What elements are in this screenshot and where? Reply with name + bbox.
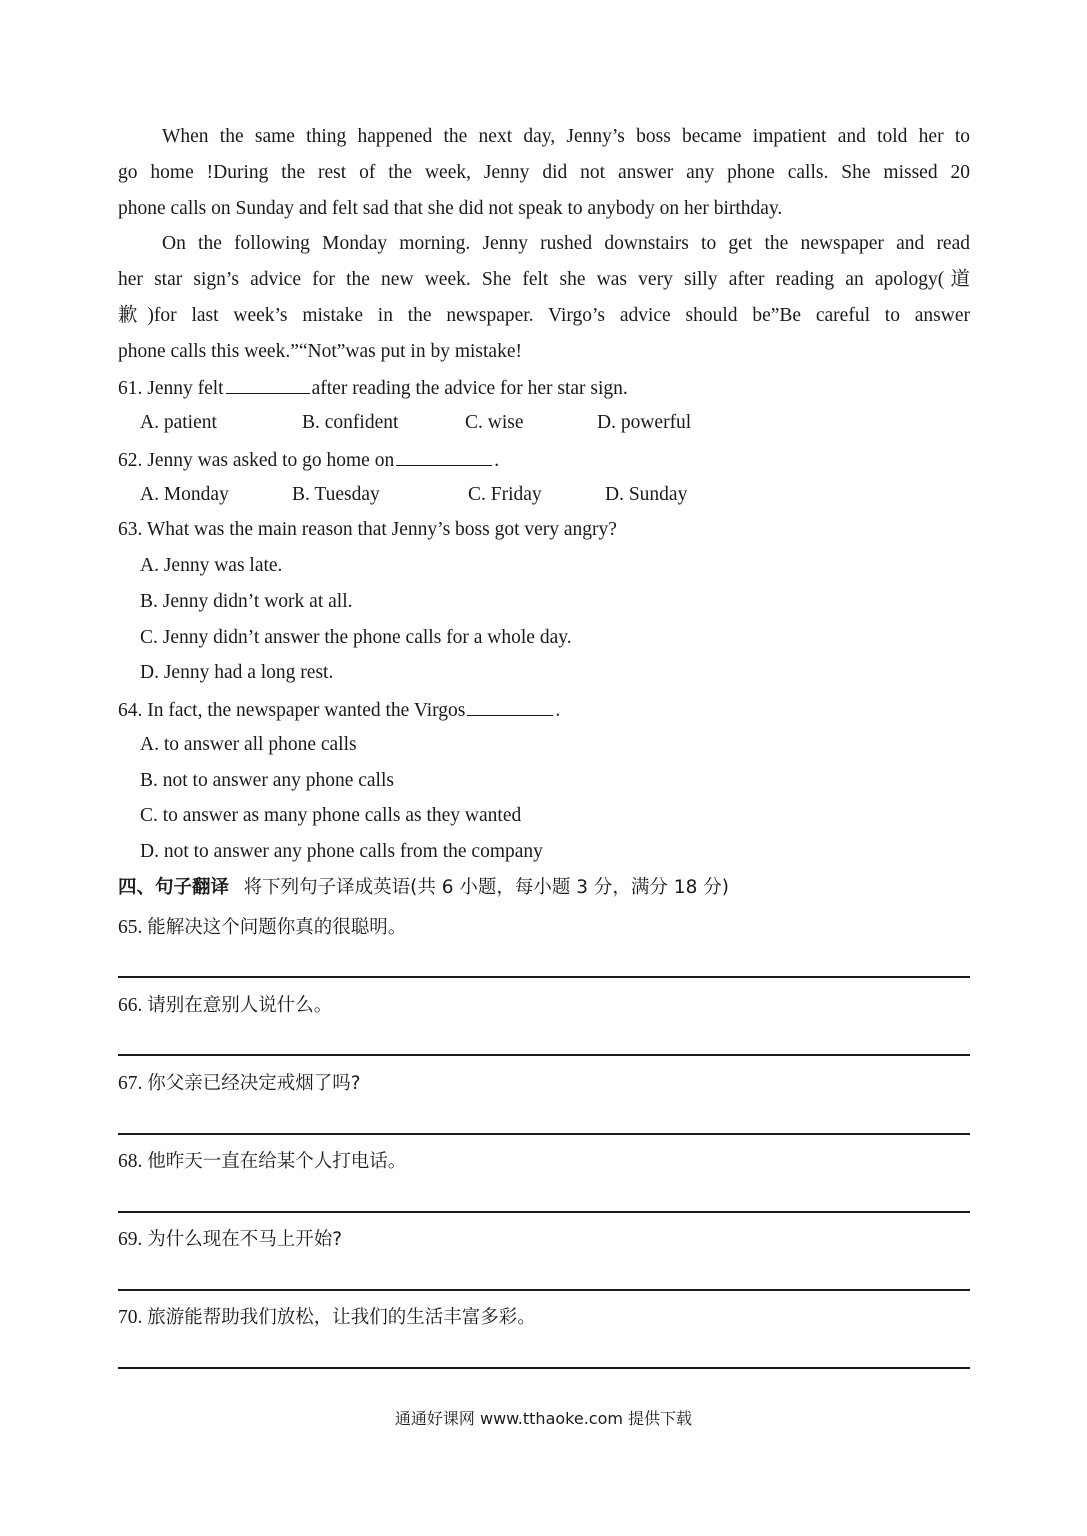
options-61 — [140, 405, 992, 441]
option-a[interactable]: A. patient — [140, 412, 217, 433]
question-number: 66. — [118, 995, 143, 1016]
answer-line[interactable] — [118, 1211, 970, 1213]
passage-line: go home !During the rest of the week, Jenny did not answer any phone calls. She missed 20 — [118, 162, 970, 183]
question-stem: after reading the advice for her star sign. — [311, 378, 628, 399]
option-d[interactable]: D. Sunday — [605, 484, 688, 505]
translation-prompt: 能解决这个问题你真的很聪明。 — [147, 917, 407, 938]
answer-blank[interactable] — [396, 441, 492, 466]
passage-line: phone calls this week.”“Not”was put in by mistake! — [118, 341, 522, 362]
question-number: 63. — [118, 519, 143, 540]
translation-prompt: 旅游能帮助我们放松，让我们的生活丰富多彩。 — [147, 1307, 536, 1328]
option-c[interactable]: C. wise — [465, 412, 524, 433]
option-a[interactable]: A. Jenny was late. — [140, 555, 283, 576]
translation-prompt: 你父亲已经决定戒烟了吗? — [147, 1073, 361, 1094]
option-a[interactable]: A. Monday — [140, 484, 229, 505]
answer-blank[interactable] — [226, 369, 310, 394]
section-title: 四、句子翻译 — [118, 877, 230, 898]
option-d[interactable]: D. not to answer any phone calls from the company — [140, 841, 543, 862]
passage-line: her star sign’s advice for the new week. She felt she was very silly after reading an apology(道 — [118, 269, 970, 290]
option-a[interactable]: A. to answer all phone calls — [140, 734, 357, 755]
passage-line: 歉)for last week’s mistake in the newspaper. Virgo’s advice should be”Be careful to answer — [118, 305, 970, 326]
question-stem: What was the main reason that Jenny’s boss got very angry? — [146, 519, 617, 540]
section-instruction: 将下列句子译成英语(共 6 小题，每小题 3 分，满分 18 分) — [243, 877, 729, 898]
question-number: 64. — [118, 700, 143, 721]
question-62 — [118, 441, 970, 479]
answer-line[interactable] — [118, 1054, 970, 1056]
answer-line[interactable] — [118, 1289, 970, 1291]
option-c[interactable]: C. Friday — [468, 484, 542, 505]
options-62 — [140, 477, 992, 513]
question-stem: Jenny felt — [147, 378, 224, 399]
option-b[interactable]: B. confident — [302, 412, 399, 433]
passage-line: On the following Monday morning. Jenny rushed downstairs to get the newspaper and read — [162, 233, 970, 254]
option-b[interactable]: B. Jenny didn’t work at all. — [140, 591, 353, 612]
translation-65 — [118, 910, 970, 946]
question-number: 65. — [118, 917, 143, 938]
question-64 — [118, 691, 970, 729]
passage-line: phone calls on Sunday and felt sad that she did not speak to anybody on her birthday. — [118, 198, 783, 219]
question-number: 61. — [118, 378, 143, 399]
translation-70 — [118, 1300, 970, 1336]
translation-68 — [118, 1144, 970, 1180]
answer-blank[interactable] — [467, 691, 553, 716]
translation-prompt: 为什么现在不马上开始? — [147, 1229, 343, 1250]
question-number: 67. — [118, 1073, 143, 1094]
question-stem: In fact, the newspaper wanted the Virgos — [147, 700, 466, 721]
page-footer: 通通好课网 www.tthaoke.com 提供下载 — [394, 1409, 693, 1428]
translation-69 — [118, 1222, 970, 1258]
section-heading — [118, 870, 970, 906]
answer-line[interactable] — [118, 1133, 970, 1135]
option-d[interactable]: D. powerful — [597, 412, 692, 433]
translation-prompt: 请别在意别人说什么。 — [147, 995, 333, 1016]
option-c[interactable]: C. to answer as many phone calls as they wanted — [140, 805, 522, 826]
passage-line: When the same thing happened the next day, Jenny’s boss became impatient and told her to — [162, 126, 970, 147]
option-b[interactable]: B. Tuesday — [292, 484, 380, 505]
question-number: 68. — [118, 1151, 143, 1172]
question-stem: . — [494, 450, 500, 471]
translation-67 — [118, 1066, 970, 1102]
answer-line[interactable] — [118, 976, 970, 978]
option-d[interactable]: D. Jenny had a long rest. — [140, 662, 334, 683]
option-b[interactable]: B. not to answer any phone calls — [140, 770, 394, 791]
answer-line[interactable] — [118, 1367, 970, 1369]
option-c[interactable]: C. Jenny didn’t answer the phone calls for a whole day. — [140, 627, 572, 648]
question-number: 62. — [118, 450, 143, 471]
question-61 — [118, 369, 970, 407]
question-number: 70. — [118, 1307, 143, 1328]
translation-prompt: 他昨天一直在给某个人打电话。 — [147, 1151, 407, 1172]
question-63 — [118, 512, 970, 548]
question-stem: Jenny was asked to go home on — [147, 450, 395, 471]
question-number: 69. — [118, 1229, 143, 1250]
question-stem: . — [555, 700, 561, 721]
translation-66 — [118, 988, 970, 1024]
